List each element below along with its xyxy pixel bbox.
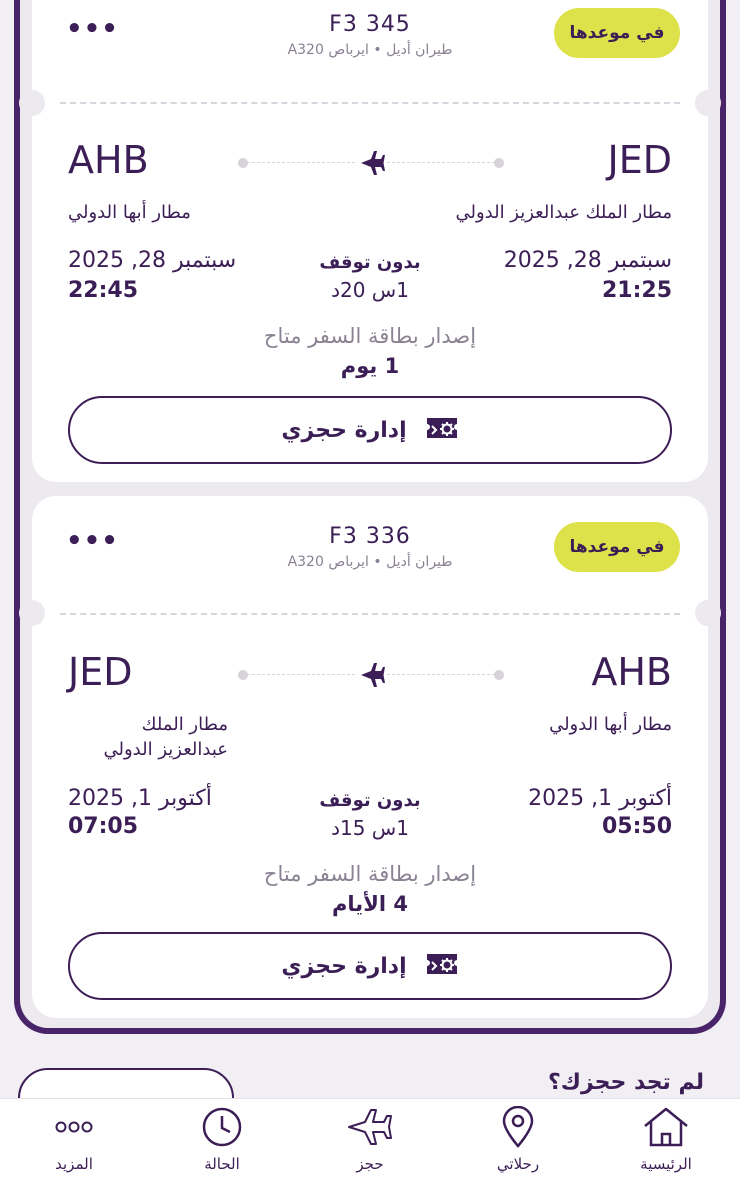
nav-trips-label: رحلاتي [496, 1154, 540, 1173]
destination-airport [68, 712, 228, 762]
nav-more-label: المزيد [55, 1154, 93, 1173]
arrival-date: سبتمبر 28, 2025 [68, 248, 237, 273]
airplane-icon [356, 149, 386, 177]
stops-label: بدون توقف [319, 252, 421, 273]
arrival-time: 22:45 [68, 278, 139, 303]
ticket-notch [695, 90, 721, 116]
flight-card [32, 0, 708, 482]
boarding-pass-countdown: 4 الأيام [332, 892, 408, 916]
destination-code: JED [68, 650, 133, 694]
duration: 1س 15د [331, 816, 409, 840]
flight-subtitle: طيران أديل • ايرباص A320 [287, 554, 453, 570]
destination-code: AHB [68, 138, 149, 182]
nav-home-label: الرئيسية [640, 1154, 692, 1173]
nav-book[interactable] [300, 1105, 440, 1173]
departure-time: 21:25 [601, 278, 672, 303]
boarding-pass-countdown: 1 يوم [340, 354, 400, 378]
more-options-button[interactable]: ••• [66, 14, 119, 44]
flight-number: F3 345 [329, 12, 411, 37]
more-icon [54, 1105, 94, 1149]
duration: 1س 20د [331, 278, 409, 302]
ticket-divider [60, 102, 680, 104]
destination-airport: مطار أبها الدولي [68, 202, 191, 223]
status-badge: في موعدها [554, 522, 680, 572]
manage-booking-icon [425, 950, 459, 982]
route-line [238, 665, 504, 685]
flight-number: F3 336 [329, 524, 411, 549]
clock-icon [201, 1105, 243, 1149]
manage-booking-label: إدارة حجزي [281, 953, 407, 979]
more-options-button[interactable]: ••• [66, 526, 119, 556]
destination-airport-line2: عبدالعزيز الدولي [103, 739, 228, 760]
nav-home[interactable] [596, 1105, 736, 1173]
stops-label: بدون توقف [319, 790, 421, 811]
location-pin-icon [501, 1105, 535, 1149]
airplane-icon [347, 1105, 393, 1149]
nav-more[interactable] [4, 1105, 144, 1173]
manage-booking-icon [425, 414, 459, 446]
arrival-date: أكتوبر 1, 2025 [68, 786, 212, 811]
departure-date: أكتوبر 1, 2025 [528, 786, 672, 811]
ticket-notch [19, 600, 45, 626]
origin-code: JED [607, 138, 672, 182]
ticket-notch [19, 90, 45, 116]
flight-card [32, 496, 708, 1018]
bottom-nav [0, 1098, 740, 1178]
arrival-time: 07:05 [68, 814, 139, 839]
boarding-pass-availability: إصدار بطاقة السفر متاح [263, 862, 477, 886]
ticket-divider [60, 613, 680, 615]
not-found-heading: لم تجد حجزك؟ [548, 1070, 704, 1095]
home-icon [642, 1105, 690, 1149]
boarding-pass-availability: إصدار بطاقة السفر متاح [263, 324, 477, 348]
origin-airport: مطار أبها الدولي [549, 714, 672, 735]
nav-status[interactable] [152, 1105, 292, 1173]
route-line [238, 153, 504, 173]
airplane-icon [356, 661, 386, 689]
status-badge: في موعدها [554, 8, 680, 58]
manage-booking-button[interactable] [68, 932, 672, 1000]
manage-booking-label: إدارة حجزي [281, 417, 407, 443]
nav-status-label: الحالة [204, 1154, 240, 1173]
nav-book-label: حجز [356, 1154, 384, 1173]
origin-airport: مطار الملك عبدالعزيز الدولي [455, 202, 672, 223]
manage-booking-button[interactable] [68, 396, 672, 464]
departure-date: سبتمبر 28, 2025 [503, 248, 672, 273]
destination-airport-line1: مطار الملك [141, 714, 228, 735]
nav-trips[interactable] [448, 1105, 588, 1173]
flight-subtitle: طيران أديل • ايرباص A320 [287, 42, 453, 58]
departure-time: 05:50 [601, 814, 672, 839]
ticket-notch [695, 600, 721, 626]
origin-code: AHB [591, 650, 672, 694]
